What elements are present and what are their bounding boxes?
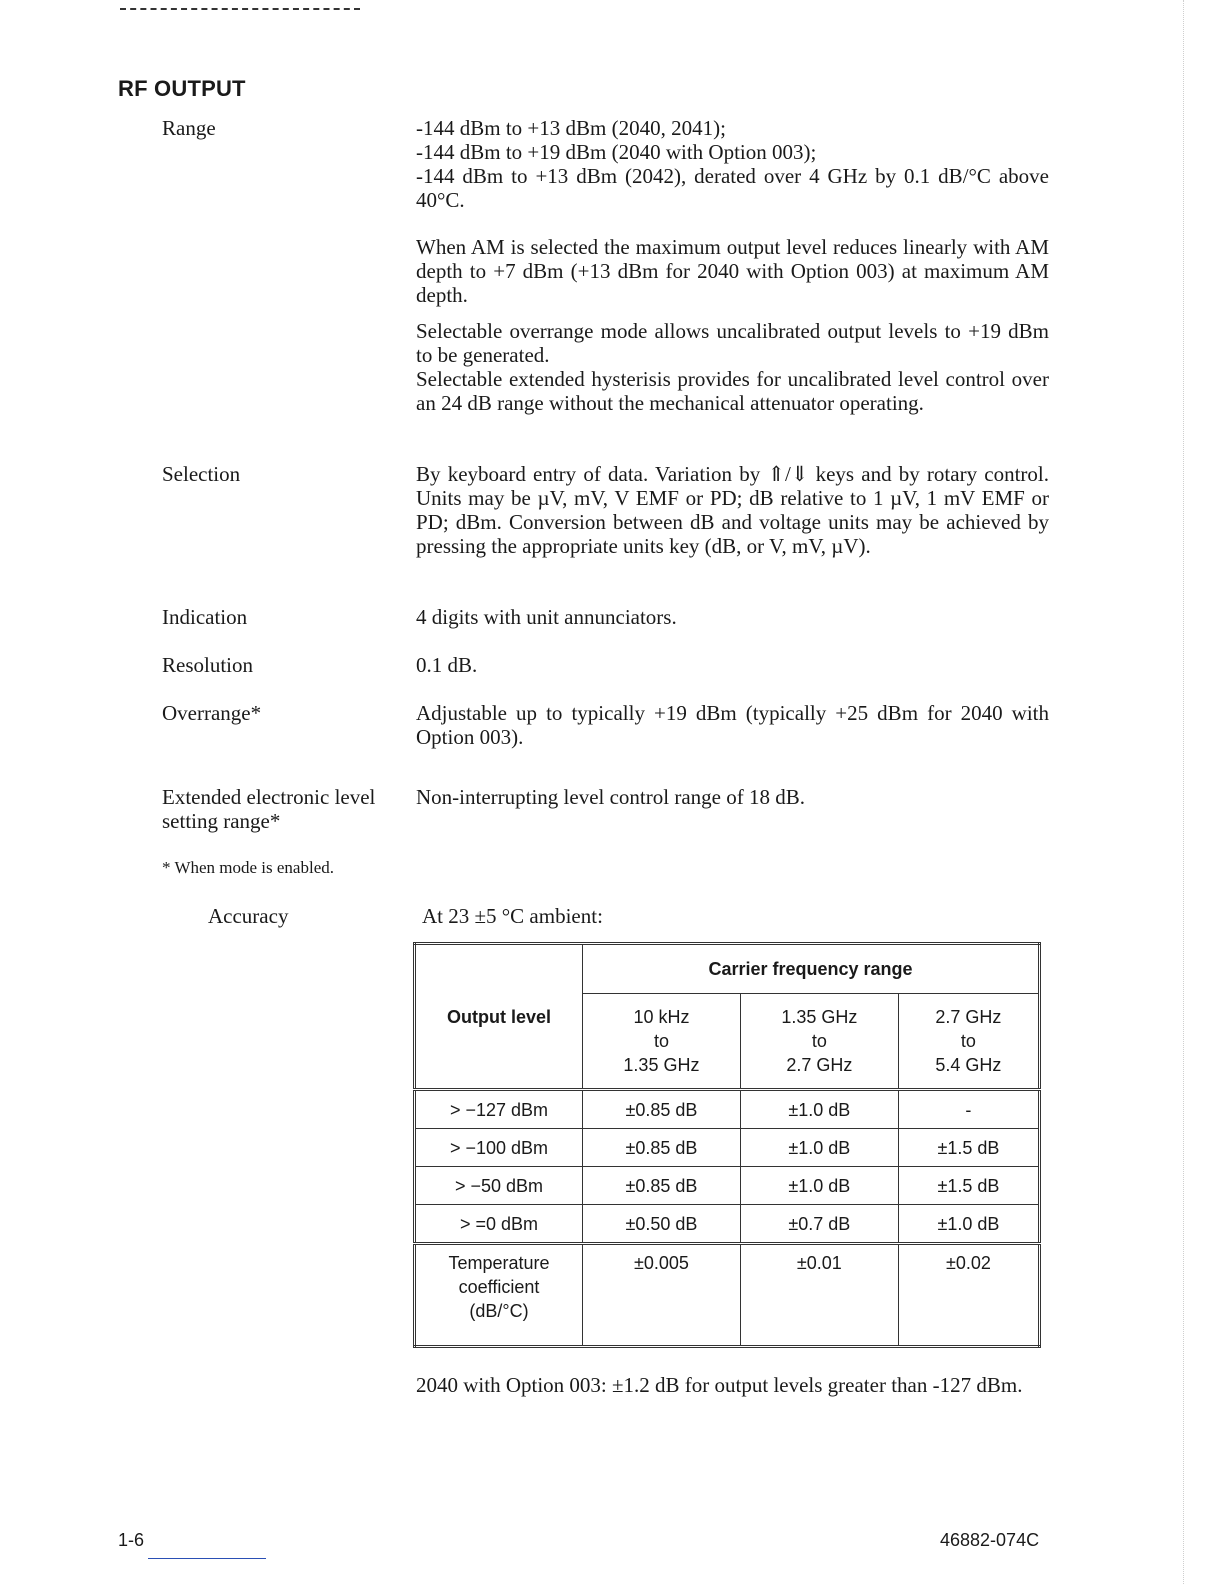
- accuracy-table: [413, 942, 1041, 1348]
- option-003-note: 2040 with Option 003: ±1.2 dB for output levels greater than -127 dBm.: [416, 1373, 1023, 1397]
- freq-range-2-from: 1.35 GHz: [781, 1007, 858, 1027]
- am-note: When AM is selected the maximum output level reduces linearly with AM depth to +7 dBm (+13 dBm for 2040 with Option 003) at maximum AM depth.: [416, 235, 1049, 307]
- selection-description: By keyboard entry of data. Variation by ⇑/⇓ keys and by rotary control. Units may be µV, mV, V EMF or PD; dB relative to 1 µV, 1 mV EMF or PD; dBm. Conversion between dB and voltage units may be achieved by pressing the appropriate units key (dB, or V, mV, µV).: [416, 462, 1049, 558]
- table-header-row: [415, 944, 1040, 994]
- row-value: -: [898, 1090, 1039, 1129]
- row-level: > −100 dBm: [415, 1129, 583, 1167]
- footnote: * When mode is enabled.: [162, 858, 335, 877]
- range-line-2: -144 dBm to +19 dBm (2040 with Option 003);: [416, 140, 817, 164]
- extended-label-line-2: setting range*: [162, 809, 281, 833]
- freq-range-2-to-word: to: [811, 1031, 827, 1051]
- freq-range-3: [898, 994, 1039, 1090]
- overrange-label: Overrange*: [162, 701, 262, 725]
- row-value: ±0.85 dB: [583, 1090, 741, 1129]
- overrange-description: Adjustable up to typically +19 dBm (typically +25 dBm for 2040 with Option 003).: [416, 701, 1049, 749]
- temp-value: ±0.01: [740, 1244, 898, 1347]
- selection-label: Selection: [162, 462, 241, 486]
- temperature-coefficient-label: [415, 1244, 583, 1347]
- row-value: ±0.7 dB: [740, 1205, 898, 1244]
- section-heading: RF OUTPUT: [118, 76, 246, 101]
- table-row: [415, 1205, 1040, 1244]
- row-value: ±0.85 dB: [583, 1167, 741, 1205]
- freq-range-1-to: 1.35 GHz: [623, 1055, 700, 1075]
- row-value: ±1.0 dB: [740, 1167, 898, 1205]
- resolution-description: 0.1 dB.: [416, 653, 478, 677]
- row-value: ±1.0 dB: [740, 1090, 898, 1129]
- row-value: ±1.0 dB: [740, 1129, 898, 1167]
- document-number: 46882-074C: [940, 1530, 1040, 1550]
- accuracy-label: Accuracy: [208, 904, 289, 928]
- extended-description: Non-interrupting level control range of 18 dB.: [416, 785, 805, 809]
- range-line-3: -144 dBm to +13 dBm (2042), derated over 4 GHz by 0.1 dB/°C above 40°C.: [416, 164, 1049, 212]
- freq-range-3-from: 2.7 GHz: [935, 1007, 1002, 1027]
- header-rule: [120, 8, 360, 10]
- row-level: > −127 dBm: [415, 1090, 583, 1129]
- indication-label: Indication: [162, 605, 248, 629]
- freq-range-1-to-word: to: [653, 1031, 669, 1051]
- freq-range-2-to: 2.7 GHz: [786, 1055, 853, 1075]
- freq-range-3-to-word: to: [960, 1031, 976, 1051]
- resolution-label: Resolution: [162, 653, 254, 677]
- overrange-mode-note: Selectable overrange mode allows uncalibrated output levels to +19 dBm to be generated.: [416, 319, 1049, 367]
- row-value: ±1.5 dB: [898, 1167, 1039, 1205]
- output-level-header: Output level: [415, 944, 583, 1090]
- row-level: > −50 dBm: [415, 1167, 583, 1205]
- freq-range-3-to: 5.4 GHz: [935, 1055, 1002, 1075]
- extended-label-line-1: Extended electronic level: [162, 785, 376, 809]
- freq-range-1: [583, 994, 741, 1090]
- range-line-1: -144 dBm to +13 dBm (2040, 2041);: [416, 116, 726, 140]
- table-row: [415, 1090, 1040, 1129]
- row-value: ±0.85 dB: [583, 1129, 741, 1167]
- temp-label-line-2: coefficient: [458, 1277, 540, 1297]
- page-number-rule: [148, 1558, 266, 1559]
- temp-value: ±0.005: [583, 1244, 741, 1347]
- page-number: 1-6: [118, 1530, 145, 1550]
- row-value: ±0.50 dB: [583, 1205, 741, 1244]
- freq-range-2: [740, 994, 898, 1090]
- freq-range-1-from: 10 kHz: [633, 1007, 690, 1027]
- accuracy-condition: At 23 ±5 °C ambient:: [422, 904, 603, 928]
- temperature-coefficient-row: [415, 1244, 1040, 1347]
- extended-label: [162, 785, 375, 833]
- scan-edge: [1183, 0, 1184, 1584]
- indication-description: 4 digits with unit annunciators.: [416, 605, 677, 629]
- row-level: > =0 dBm: [415, 1205, 583, 1244]
- range-label: Range: [162, 116, 216, 140]
- table-row: [415, 1167, 1040, 1205]
- hysteresis-note: Selectable extended hysterisis provides for uncalibrated level control over an 24 dB range without the mechanical attenuator operating.: [416, 367, 1049, 415]
- carrier-frequency-header: Carrier frequency range: [583, 944, 1040, 994]
- temp-value: ±0.02: [898, 1244, 1039, 1347]
- table-row: [415, 1129, 1040, 1167]
- row-value: ±1.5 dB: [898, 1129, 1039, 1167]
- temp-label-line-1: Temperature: [448, 1253, 550, 1273]
- temp-label-line-3: (dB/°C): [469, 1301, 529, 1321]
- range-description: [416, 116, 1049, 212]
- row-value: ±1.0 dB: [898, 1205, 1039, 1244]
